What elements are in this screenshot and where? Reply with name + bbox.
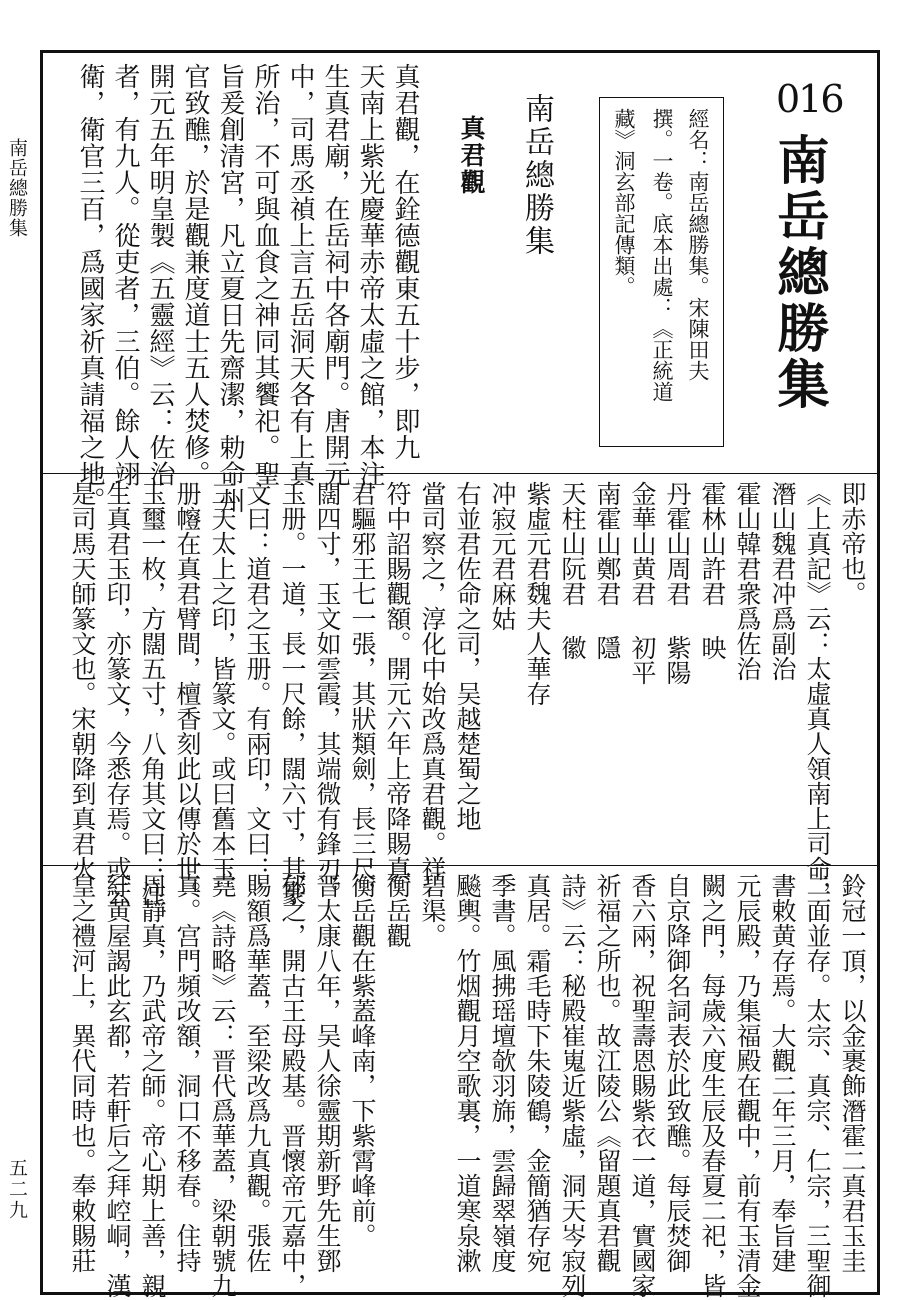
text-column: 鈴冠一頂，以金裹飾潛霍二真君玉圭	[838, 873, 867, 1273]
text-column: 書敕黄存焉。大觀二年三月，奉旨建	[768, 873, 797, 1273]
book-subtitle: 南岳總勝集	[519, 93, 554, 258]
page-frame	[40, 50, 880, 1298]
text-column: 賜額爲華蓋，至梁改爲九真觀。張佐	[243, 873, 272, 1273]
text-column: 真居。霜毛時下朱陵鶴，金簡猶存宛	[523, 873, 552, 1273]
text-column: 者，有九人。從吏者，三伯。餘人翊	[110, 63, 140, 487]
text-column: 闊四寸，玉文如雲霞，其端微有鋒刃。	[313, 481, 342, 906]
metadata-line: 經名：南岳總勝集。宋陳田夫	[686, 108, 710, 381]
text-column: 文曰：道君之玉册。有兩印，文曰：	[243, 481, 272, 881]
text-column: 中，司馬丞禎上言五岳洞天各有上真	[285, 63, 315, 487]
text-column: 開元五年明皇製《五靈經》云：佐治	[145, 63, 175, 487]
text-column: 紆黄屋謁此玄都，若軒后之拜崆峒，漢	[103, 873, 132, 1298]
text-column: 元辰殿，乃集福殿在觀中，前有玉清金	[733, 873, 762, 1298]
text-column: 玉璽一枚，方闊五寸，八角其文曰：注	[138, 481, 167, 906]
text-column: 潛山魏君冲爲副治	[768, 481, 797, 681]
entry-title: 南岳總勝集	[768, 133, 829, 413]
text-column: 册㡧在真君臂間，檀香刻此以傳於世。	[173, 481, 202, 906]
section-heading-guanyue: 衡岳觀	[383, 873, 412, 948]
text-column: 丹霍山周君 紫陽	[663, 481, 692, 685]
text-column: 周靜真，乃武帝之師。帝心期上善，親	[138, 873, 167, 1298]
text-column: 冲寂元君麻姑	[488, 481, 517, 631]
text-column: 真君觀，在銓德觀東五十步，即九	[390, 63, 420, 461]
text-column: 二面並存。太宗、真宗、仁宗，三聖御	[803, 873, 832, 1298]
text-column: 紫虛元君魏夫人華存	[523, 481, 552, 706]
text-column: 闕之門，每歲六度生辰及春夏二祀，皆	[698, 873, 727, 1298]
text-column: 生真君玉印，亦篆文，今悉存焉。或云	[103, 481, 132, 906]
text-column: 當司察之，淳化中始改爲真君觀。祥	[418, 481, 447, 881]
text-column: 真。宫門頻改額，洞口不移春。住持	[173, 873, 202, 1273]
text-column: 天南上紫光慶華赤帝太虛之館，本注	[355, 63, 385, 487]
text-column: 《上真記》云：太虛真人領南上司命，	[803, 481, 832, 906]
text-column: 南霍山鄭君 隱	[593, 481, 622, 660]
page-number: 五二九	[6, 1158, 28, 1221]
text-column: 生真君廟，在岳祠中各廟門。唐開元	[320, 63, 350, 487]
text-column: 晋太康八年，吴人徐靈期新野先生鄧	[313, 873, 342, 1273]
text-column: 季書。風拂瑶壇欹羽旆，雲歸翠嶺度	[488, 873, 517, 1273]
text-column: 天柱山阮君 徽	[558, 481, 587, 660]
text-column: 堯《詩略》云：晋代爲華蓋，梁朝號九	[208, 873, 237, 1298]
text-column: 自京降御名詞表於此致醮。每辰焚御	[663, 873, 692, 1273]
running-head-title: 南岳總勝集	[6, 138, 28, 238]
text-column: 霍山韓君衆爲佐治	[733, 481, 762, 681]
text-column: 符中詔賜觀額。開元六年上帝降賜真	[383, 481, 412, 881]
section-heading: 真君觀	[457, 115, 486, 196]
text-column: 郁之，開古王母殿基。晋懷帝元嘉中，	[278, 873, 307, 1298]
text-column: 是司馬天師篆文也。宋朝降到真君火	[68, 481, 97, 881]
text-column: 皇之禮河上，異代同時也。奉敕賜莊	[68, 873, 97, 1273]
text-column: 即赤帝也。	[838, 481, 867, 606]
text-column: 玉册。一道，長一尺餘，闊六寸，其篆	[278, 481, 307, 906]
text-column: 碧渠。	[418, 873, 447, 948]
text-column: 衛，衛官三百，爲國家祈真請福之地。	[75, 63, 105, 514]
text-column: 霍林山許君 映	[698, 481, 727, 660]
entry-number: 016	[776, 77, 843, 121]
text-column: 詩》云：秘殿崔嵬近紫虛，洞天岑寂列	[558, 873, 587, 1298]
text-column: 官致醮，於是觀兼度道士五人焚修。	[180, 63, 210, 487]
text-column: 三天太上之印，皆篆文。或曰舊本玉	[208, 481, 237, 881]
text-column: 右並君佐命之司，吴越楚蜀之地	[453, 481, 482, 831]
text-column: 香六兩，祝聖壽恩賜紫衣一道，實國家	[628, 873, 657, 1298]
metadata-box	[599, 97, 724, 447]
metadata-line: 撰。一卷。底本出處：《正統道	[650, 108, 674, 402]
text-column: 飈輿。竹烟觀月空歌裏，一道寒泉漱	[453, 873, 482, 1273]
text-column: 祈福之所也。故江陵公《留題真君觀	[593, 873, 622, 1273]
text-column: 君驅邪王七一張，其狀類劍，長三尺，	[348, 481, 377, 906]
text-column: 旨爰創清宮，凡立夏日先齋潔，勅命州	[215, 63, 245, 514]
text-column: 衡岳觀在紫蓋峰南，下紫霄峰前。	[348, 873, 377, 1248]
text-column: 所治，不可與血食之神同其饗祀。聖	[250, 63, 280, 487]
metadata-line: 藏》洞玄部記傳類。	[612, 108, 636, 297]
text-column: 金華山黄君 初平	[628, 481, 657, 685]
